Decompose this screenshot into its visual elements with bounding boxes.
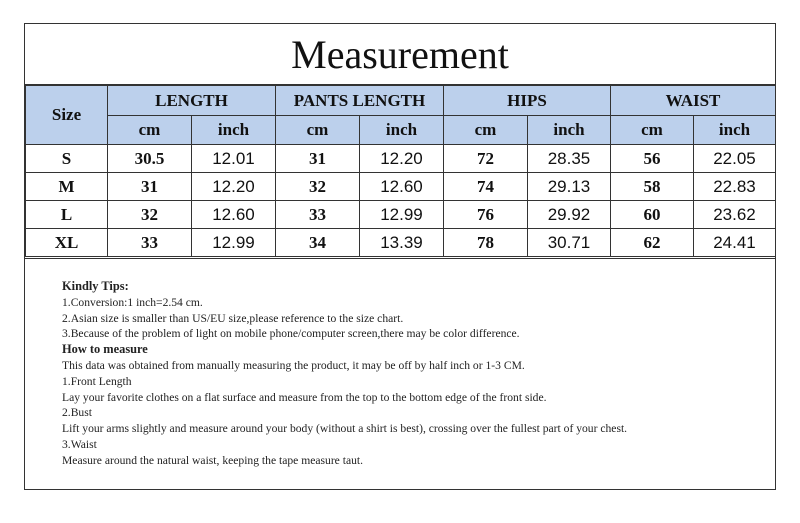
length-inch-cell: 12.20	[192, 173, 276, 201]
unit-header-cm: cm	[276, 116, 360, 145]
group-header-length: LENGTH	[108, 86, 276, 116]
hips-cm-cell: 74	[444, 173, 528, 201]
measure-line: 1.Front Length	[62, 374, 132, 388]
unit-header-cm: cm	[611, 116, 694, 145]
group-header-waist: WAIST	[611, 86, 776, 116]
tip-line: 3.Because of the problem of light on mobile phone/computer screen,there may be color difference.	[62, 327, 520, 341]
pants-inch-cell: 12.20	[360, 145, 444, 173]
waist-cm-cell: 58	[611, 173, 694, 201]
pants-cm-cell: 33	[276, 201, 360, 229]
how-to-measure-heading: How to measure	[62, 342, 148, 357]
waist-inch-cell: 22.83	[694, 173, 776, 201]
unit-header-inch: inch	[192, 116, 276, 145]
pants-inch-cell: 12.99	[360, 201, 444, 229]
pants-inch-cell: 13.39	[360, 229, 444, 257]
table-row	[26, 145, 776, 173]
pants-cm-cell: 34	[276, 229, 360, 257]
tips-section	[25, 258, 775, 489]
hips-cm-cell: 78	[444, 229, 528, 257]
waist-cm-cell: 62	[611, 229, 694, 257]
waist-inch-cell: 22.05	[694, 145, 776, 173]
unit-header-inch: inch	[360, 116, 444, 145]
measure-line: 3.Waist	[62, 437, 97, 451]
chart-title: Measurement	[25, 24, 775, 85]
hips-inch-cell: 29.13	[528, 173, 611, 201]
group-header-hips: HIPS	[444, 86, 611, 116]
size-table	[25, 85, 776, 257]
hips-cm-cell: 76	[444, 201, 528, 229]
waist-inch-cell: 24.41	[694, 229, 776, 257]
table-row	[26, 229, 776, 257]
hips-cm-cell: 72	[444, 145, 528, 173]
tip-line: 2.Asian size is smaller than US/EU size,please reference to the size chart.	[62, 311, 404, 325]
hips-inch-cell: 30.71	[528, 229, 611, 257]
size-cell: M	[26, 173, 108, 201]
table-row	[26, 201, 776, 229]
waist-cm-cell: 56	[611, 145, 694, 173]
group-header-pants-length: PANTS LENGTH	[276, 86, 444, 116]
waist-cm-cell: 60	[611, 201, 694, 229]
length-cm-cell: 31	[108, 173, 192, 201]
unit-header-cm: cm	[108, 116, 192, 145]
tip-line: 1.Conversion:1 inch=2.54 cm.	[62, 295, 203, 309]
waist-inch-cell: 23.62	[694, 201, 776, 229]
hips-inch-cell: 29.92	[528, 201, 611, 229]
length-cm-cell: 32	[108, 201, 192, 229]
size-cell: L	[26, 201, 108, 229]
measure-line: Lift your arms slightly and measure around your body (without a shirt is best), crossing over the fullest part of your chest.	[62, 422, 628, 436]
size-cell: S	[26, 145, 108, 173]
unit-header-cm: cm	[444, 116, 528, 145]
size-cell: XL	[26, 229, 108, 257]
tips-heading: Kindly Tips:	[62, 279, 129, 293]
unit-header-inch: inch	[694, 116, 776, 145]
length-inch-cell: 12.60	[192, 201, 276, 229]
length-inch-cell: 12.01	[192, 145, 276, 173]
measure-line: Measure around the natural waist, keeping the tape measure taut.	[62, 453, 364, 467]
table-row	[26, 173, 776, 201]
pants-inch-cell: 12.60	[360, 173, 444, 201]
pants-cm-cell: 32	[276, 173, 360, 201]
measure-line: 2.Bust	[62, 406, 92, 420]
measure-line: Lay your favorite clothes on a flat surface and measure from the top to the bottom edge of the front side.	[62, 390, 547, 404]
size-column-header: Size	[26, 86, 108, 145]
length-inch-cell: 12.99	[192, 229, 276, 257]
length-cm-cell: 33	[108, 229, 192, 257]
hips-inch-cell: 28.35	[528, 145, 611, 173]
pants-cm-cell: 31	[276, 145, 360, 173]
unit-header-inch: inch	[528, 116, 611, 145]
length-cm-cell: 30.5	[108, 145, 192, 173]
measurement-chart	[24, 23, 776, 490]
measure-line: This data was obtained from manually measuring the product, it may be off by half inch or 1-3 CM.	[62, 358, 525, 372]
